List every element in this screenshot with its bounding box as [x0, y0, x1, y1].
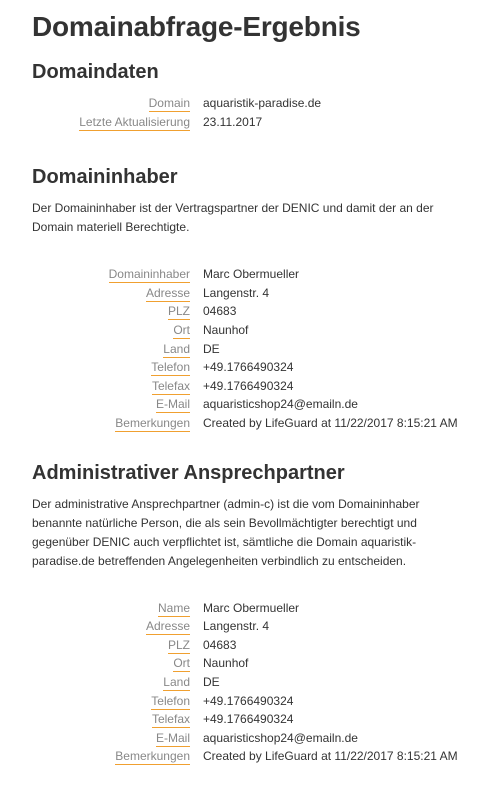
field-label-telefax: Telefax	[151, 378, 190, 393]
domaindaten-row-last-update	[32, 113, 463, 132]
section-domaininhaber	[32, 165, 463, 432]
admin-row	[32, 617, 463, 636]
field-value-bemerkungen: Created by LifeGuard at 11/22/2017 8:15:21 AM	[203, 749, 458, 764]
field-value-telefon: +49.1766490324	[203, 693, 294, 708]
field-value-land: DE	[203, 674, 220, 689]
field-value-bemerkungen: Created by LifeGuard at 11/22/2017 8:15:21 AM	[203, 415, 458, 430]
admin-c-list	[32, 599, 463, 766]
field-label-telefon: Telefon	[151, 693, 190, 708]
inhaber-row	[32, 284, 463, 303]
field-label-bemerkungen: Bemerkungen	[115, 415, 190, 430]
field-value-domain: aquaristik-paradise.de	[203, 96, 322, 110]
admin-row	[32, 710, 463, 729]
field-label-email: E-Mail	[155, 397, 190, 412]
field-label-domain: Domain	[148, 96, 190, 110]
inhaber-row	[32, 358, 463, 377]
field-value-email: aquaristicshop24@emailn.de	[203, 397, 358, 412]
field-label-telefon: Telefon	[151, 360, 190, 375]
field-value-plz: 04683	[203, 304, 237, 319]
admin-row	[32, 729, 463, 748]
admin-row	[32, 747, 463, 766]
field-value-email: aquaristicshop24@emailn.de	[203, 730, 358, 745]
inhaber-row	[32, 340, 463, 359]
page-title: Domainabfrage-Ergebnis	[32, 11, 361, 42]
field-label-plz: PLZ	[167, 304, 190, 319]
field-value-adresse: Langenstr. 4	[203, 285, 270, 300]
admin-row	[32, 599, 463, 618]
inhaber-row	[32, 321, 463, 340]
field-value-ort: Naunhof	[203, 656, 249, 671]
admin-row	[32, 673, 463, 692]
inhaber-row	[32, 377, 463, 396]
domaindaten-list	[32, 94, 463, 131]
field-label-adresse: Adresse	[145, 285, 190, 300]
admin-row	[32, 692, 463, 711]
field-value-domaininhaber: Marc Obermueller	[203, 267, 300, 282]
field-label-telefax: Telefax	[151, 712, 190, 727]
field-value-last-update: 23.11.2017	[203, 114, 263, 129]
field-label-email: E-Mail	[155, 730, 190, 745]
domaininhaber-intro: Der Domaininhaber ist der Vertragspartner der DENIC und damit der an der Domain materiell Berechtigte.	[32, 201, 434, 235]
field-label-bemerkungen: Bemerkungen	[115, 749, 190, 764]
field-label-last-update: Letzte Aktualisierung	[79, 114, 190, 129]
section-heading-admin-c: Administrativer Ansprechpartner	[32, 461, 345, 484]
field-label-ort: Ort	[173, 656, 190, 671]
field-label-plz: PLZ	[167, 637, 190, 652]
section-heading-domaininhaber: Domaininhaber	[32, 166, 178, 189]
domaininhaber-list	[32, 265, 463, 432]
field-value-telefax: +49.1766490324	[203, 378, 294, 393]
inhaber-row	[32, 395, 463, 414]
field-label-domaininhaber: Domaininhaber	[108, 267, 190, 282]
inhaber-row	[32, 414, 463, 433]
section-heading-domaindaten: Domaindaten	[32, 61, 159, 83]
inhaber-row	[32, 302, 463, 321]
field-label-name: Name	[157, 600, 190, 615]
field-value-ort: Naunhof	[203, 322, 249, 337]
section-domaindaten	[32, 60, 463, 131]
field-value-name: Marc Obermueller	[203, 600, 300, 615]
field-value-telefax: +49.1766490324	[203, 712, 294, 727]
inhaber-row	[32, 265, 463, 284]
section-admin-c	[32, 461, 463, 766]
admin-row	[32, 636, 463, 655]
field-label-adresse: Adresse	[145, 619, 190, 634]
field-value-adresse: Langenstr. 4	[203, 619, 270, 634]
admin-c-intro: Der administrative Ansprechpartner (admin-c) ist die vom Domaininhaber benannte natürliche Person, die als sein Bevollmächtigter berechtigt und gegenüber DENIC auch verpflichtet ist, sämtliche die Domain aquaristik-paradise.de betreffenden Angelegenheiten verbindlich zu entscheiden.	[32, 496, 420, 568]
field-label-land: Land	[163, 341, 190, 356]
field-value-land: DE	[203, 341, 220, 356]
domaindaten-row-domain	[32, 94, 463, 113]
field-label-ort: Ort	[173, 322, 190, 337]
field-value-plz: 04683	[203, 637, 237, 652]
field-value-telefon: +49.1766490324	[203, 360, 294, 375]
field-label-land: Land	[163, 674, 190, 689]
admin-row	[32, 654, 463, 673]
